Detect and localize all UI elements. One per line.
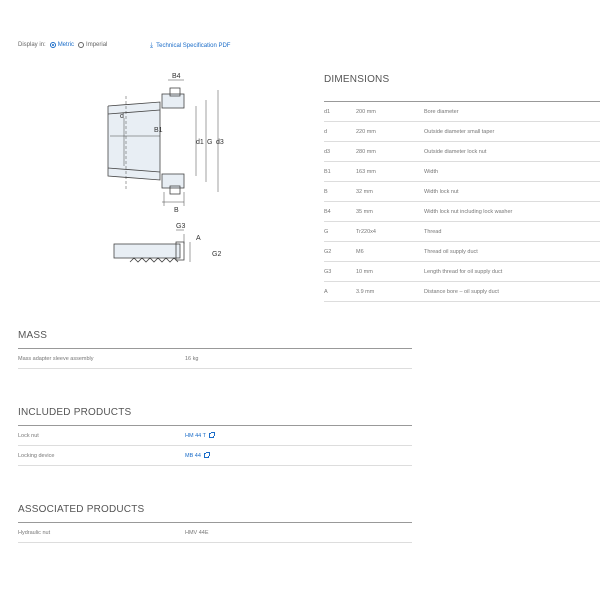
associated-products-title: ASSOCIATED PRODUCTS — [18, 504, 145, 515]
dim-desc: Length thread for oil supply duct — [424, 268, 503, 275]
dimensions-table — [324, 101, 600, 302]
table-row — [324, 242, 600, 262]
dim-value: Tr220x4 — [356, 228, 376, 235]
mass-key: Mass adapter sleeve assembly — [18, 355, 94, 362]
dim-value: 200 mm — [356, 108, 376, 115]
metric-option-label[interactable]: Metric — [57, 42, 75, 48]
product-key: Locking device — [18, 452, 55, 459]
label-d3: d3 — [216, 139, 224, 146]
table-row — [18, 426, 412, 446]
table-row — [324, 282, 600, 302]
dim-symbol: d3 — [324, 148, 331, 155]
technical-spec-pdf-link[interactable] — [150, 42, 230, 50]
dim-value: 220 mm — [356, 128, 376, 135]
table-row — [18, 446, 412, 466]
label-G: G — [207, 139, 213, 146]
dim-desc: Outside diameter lock nut — [424, 148, 487, 155]
table-row — [324, 162, 600, 182]
product-key: Lock nut — [18, 432, 39, 439]
dim-symbol: B4 — [324, 208, 331, 215]
dim-value: 32 mm — [356, 188, 373, 195]
dim-desc: Thread oil supply duct — [424, 248, 478, 255]
mass-value: 16 kg — [185, 355, 199, 362]
dim-value: 35 mm — [356, 208, 373, 215]
product-link-locking-device[interactable]: MB 44 — [185, 452, 201, 459]
product-key: Hydraulic nut — [18, 529, 51, 536]
dim-value: 3.9 mm — [356, 288, 375, 295]
imperial-option-label[interactable]: Imperial — [86, 42, 108, 48]
dim-desc: Width — [424, 168, 439, 175]
mass-section — [18, 330, 412, 369]
product-link-lock-nut[interactable]: HM 44 T — [185, 432, 206, 439]
table-row — [324, 222, 600, 242]
display-label: Display in: — [18, 42, 46, 48]
table-row — [324, 142, 600, 162]
imperial-radio[interactable] — [78, 42, 84, 48]
dim-value: 280 mm — [356, 148, 376, 155]
dim-symbol: G — [324, 228, 329, 235]
metric-radio[interactable] — [50, 42, 56, 48]
technical-drawing — [100, 66, 230, 276]
dim-symbol: B1 — [324, 168, 331, 175]
label-G3: G3 — [176, 223, 186, 230]
dim-desc: Bore diameter — [424, 108, 459, 115]
label-d: d — [120, 113, 124, 120]
label-A: A — [196, 235, 201, 242]
external-link-icon[interactable] — [204, 453, 209, 458]
table-row — [324, 102, 600, 122]
label-B1: B1 — [154, 127, 163, 134]
mass-title: MASS — [18, 330, 48, 341]
dim-symbol: A — [324, 288, 328, 295]
table-row — [324, 182, 600, 202]
external-link-icon[interactable] — [209, 433, 214, 438]
label-d1: d1 — [196, 139, 204, 146]
label-G2: G2 — [212, 251, 222, 258]
label-B: B — [174, 207, 179, 214]
included-products-section — [18, 407, 412, 466]
dim-desc: Thread — [424, 228, 442, 235]
table-row — [18, 523, 412, 543]
product-value: HMV 44E — [185, 529, 209, 536]
dim-value: 163 mm — [356, 168, 376, 175]
associated-products-section — [18, 504, 412, 543]
dim-symbol: G2 — [324, 248, 332, 255]
dim-symbol: d — [324, 128, 328, 135]
download-icon: ⤓ — [150, 42, 154, 49]
dim-value: 10 mm — [356, 268, 373, 275]
dim-desc: Width lock nut including lock washer — [424, 208, 513, 215]
dim-symbol: B — [324, 188, 328, 195]
label-B4: B4 — [172, 73, 181, 80]
dim-desc: Outside diameter small taper — [424, 128, 495, 135]
dim-symbol: G3 — [324, 268, 332, 275]
table-row — [324, 122, 600, 142]
included-products-title: INCLUDED PRODUCTS — [18, 407, 132, 418]
dimensions-title: DIMENSIONS — [324, 74, 390, 85]
dim-symbol: d1 — [324, 108, 331, 115]
dim-desc: Distance bore – oil supply duct — [424, 288, 499, 295]
table-row — [324, 202, 600, 222]
pdf-link-label: Technical Specification PDF — [156, 43, 231, 49]
dim-desc: Width lock nut — [424, 188, 459, 195]
table-row — [324, 262, 600, 282]
display-unit-selector — [18, 42, 107, 48]
dim-value: M6 — [356, 248, 364, 255]
table-row — [18, 349, 412, 369]
